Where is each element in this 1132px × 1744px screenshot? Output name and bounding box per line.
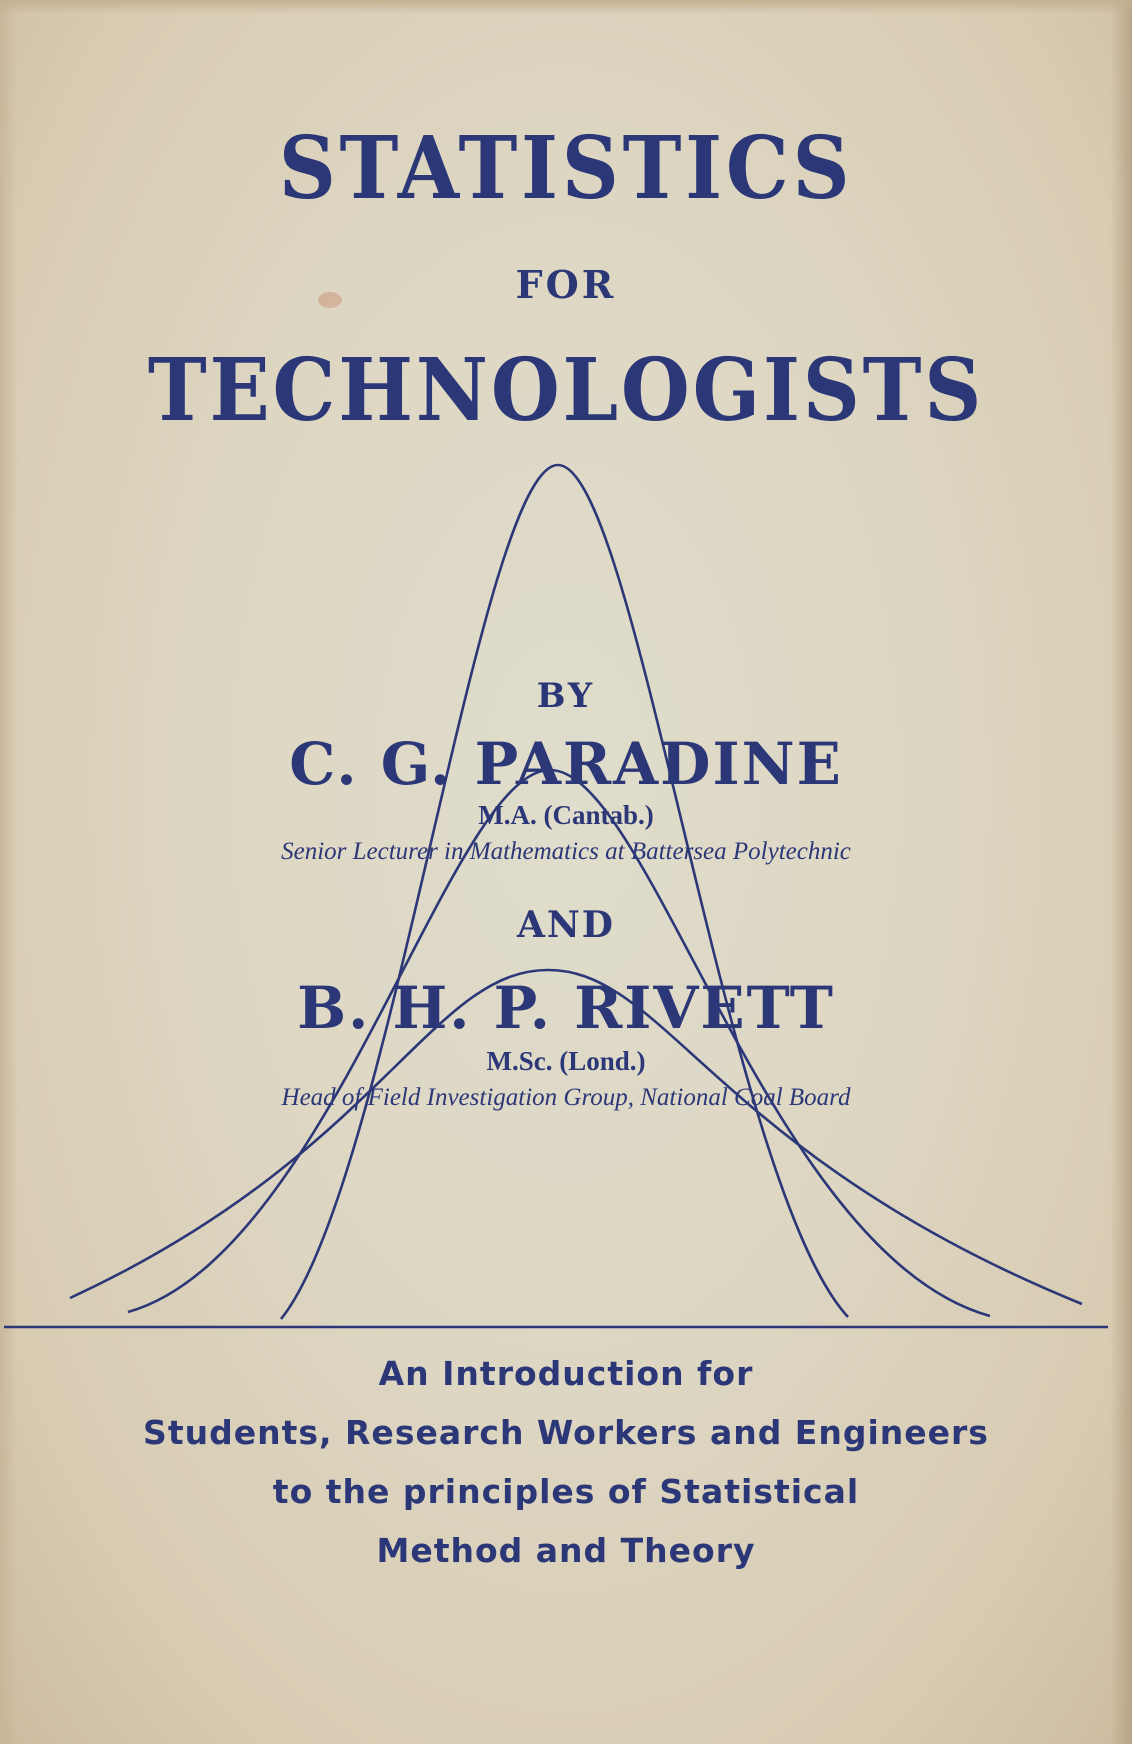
title-statistics: STATISTICS <box>278 118 854 219</box>
title-for: FOR <box>515 262 617 307</box>
title-technologists: TECHNOLOGISTS <box>147 340 985 441</box>
author1-name: C. G. PARADINE <box>289 730 843 798</box>
narrow-normal-curve <box>281 465 848 1319</box>
author2-degree: M.Sc. (Lond.) <box>486 1046 646 1076</box>
description-line: Method and Theory <box>376 1531 756 1570</box>
description-line: An Introduction for <box>378 1354 754 1393</box>
and-label: AND <box>516 904 616 946</box>
description-line: Students, Research Workers and Engineers <box>143 1413 989 1452</box>
author2-role: Head of Field Investigation Group, National Coal Board <box>281 1084 851 1111</box>
description-line: to the principles of Statistical <box>272 1472 860 1511</box>
by-label: BY <box>536 676 596 716</box>
author2-name: B. H. P. RIVETT <box>297 974 835 1042</box>
author1-degree: M.A. (Cantab.) <box>478 800 654 830</box>
author1-role: Senior Lecturer in Mathematics at Battersea Polytechnic <box>281 838 851 865</box>
